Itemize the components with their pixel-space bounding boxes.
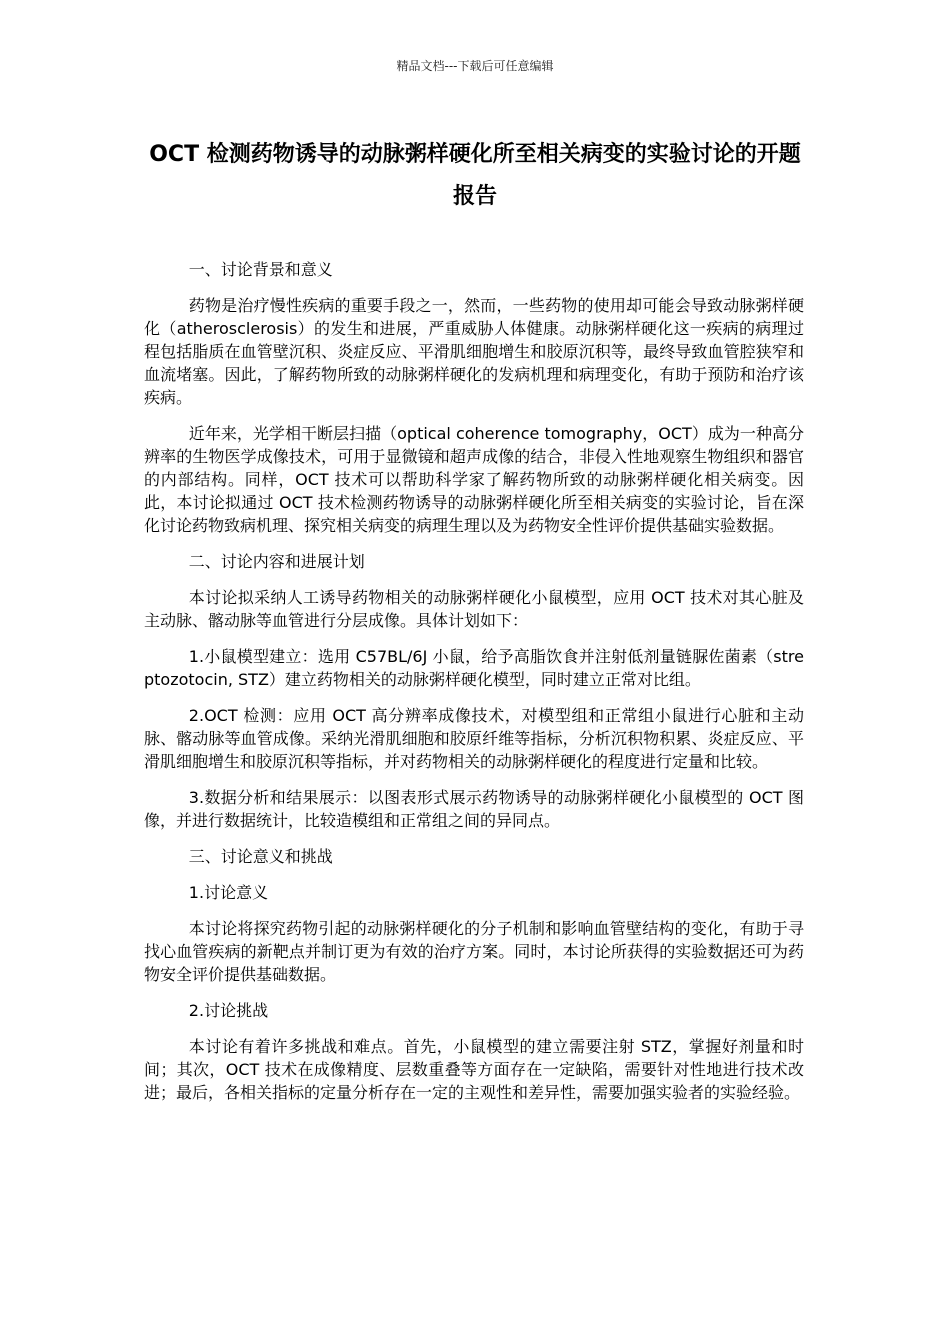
- paragraph-background-2: 近年来，光学相干断层扫描（optical coherence tomography，OCT）成为一种高分辨率的生物医学成像技术，可用于显微镜和超声成像的结合，非侵入性地观察生物组织和器官的内部结构。同样，OCT 技术可以帮助科学家了解药物所致的动脉粥样硬化相关病变。因此，本讨论拟通过 OCT 技术检测药物诱导的动脉粥样硬化所至相关病变的实验讨论，旨在深化讨论药物致病机理、探究相关病变的病理生理以及为药物安全性评价提供基础实验数据。: [144, 424, 804, 535]
- paragraph-plan-intro: 本讨论拟采纳人工诱导药物相关的动脉粥样硬化小鼠模型，应用 OCT 技术对其心脏及主动脉、髂动脉等血管进行分层成像。具体计划如下：: [144, 588, 804, 630]
- plan-item-model: 1.小鼠模型建立：选用 C57BL/6J 小鼠，给予高脂饮食并注射低剂量链脲佐菌素（streptozotocin, STZ）建立药物相关的动脉粥样硬化模型，同时建立正常对比组。: [144, 647, 804, 689]
- section-heading-plan: 二、讨论内容和进展计划: [188, 552, 365, 571]
- plan-item-oct: 2.OCT 检测：应用 OCT 高分辨率成像技术，对模型组和正常组小鼠进行心脏和主动脉、髂动脉等血管成像。采纳光滑肌细胞和胶原纤维等指标，分析沉积物积累、炎症反应、平滑肌细胞增生和胶原沉积等指标，并对药物相关的动脉粥样硬化的程度进行定量和比较。: [144, 706, 804, 771]
- section-heading-background: 一、讨论背景和意义: [188, 260, 333, 279]
- paragraph-challenges: 本讨论有着许多挑战和难点。首先，小鼠模型的建立需要注射 STZ，掌握好剂量和时间；其次，OCT 技术在成像精度、层数重叠等方面存在一定缺陷，需要针对性地进行技术改进；最后，各相关指标的定量分析存在一定的主观性和差异性，需要加强实验者的实验经验。: [144, 1037, 804, 1102]
- document-body: [144, 258, 804, 1117]
- document-title: OCT 检测药物诱导的动脉粥样硬化所至相关病变的实验讨论的开题报告: [149, 142, 801, 209]
- section-heading-significance: 三、讨论意义和挑战: [188, 847, 333, 866]
- plan-item-analysis: 3.数据分析和结果展示：以图表形式展示药物诱导的动脉粥样硬化小鼠模型的 OCT 图像，并进行数据统计，比较造模组和正常组之间的异同点。: [144, 788, 804, 830]
- subheading-challenges: 2.讨论挑战: [188, 1001, 269, 1020]
- paragraph-background-1: 药物是治疗慢性疾病的重要手段之一，然而，一些药物的使用却可能会导致动脉粥样硬化（atherosclerosis）的发生和进展，严重威胁人体健康。动脉粥样硬化这一疾病的病理过程包括脂质在血管壁沉积、炎症反应、平滑肌细胞增生和胶原沉积等，最终导致血管腔狭窄和血流堵塞。因此，了解药物所致的动脉粥样硬化的发病机理和病理变化，有助于预防和治疗该疾病。: [144, 296, 804, 407]
- page-header-note: 精品文档---下载后可任意编辑: [396, 59, 554, 73]
- paragraph-significance: 本讨论将探究药物引起的动脉粥样硬化的分子机制和影响血管壁结构的变化，有助于寻找心血管疾病的新靶点并制订更为有效的治疗方案。同时，本讨论所获得的实验数据还可为药物安全评价提供基础数据。: [144, 919, 804, 984]
- subheading-significance: 1.讨论意义: [188, 883, 269, 902]
